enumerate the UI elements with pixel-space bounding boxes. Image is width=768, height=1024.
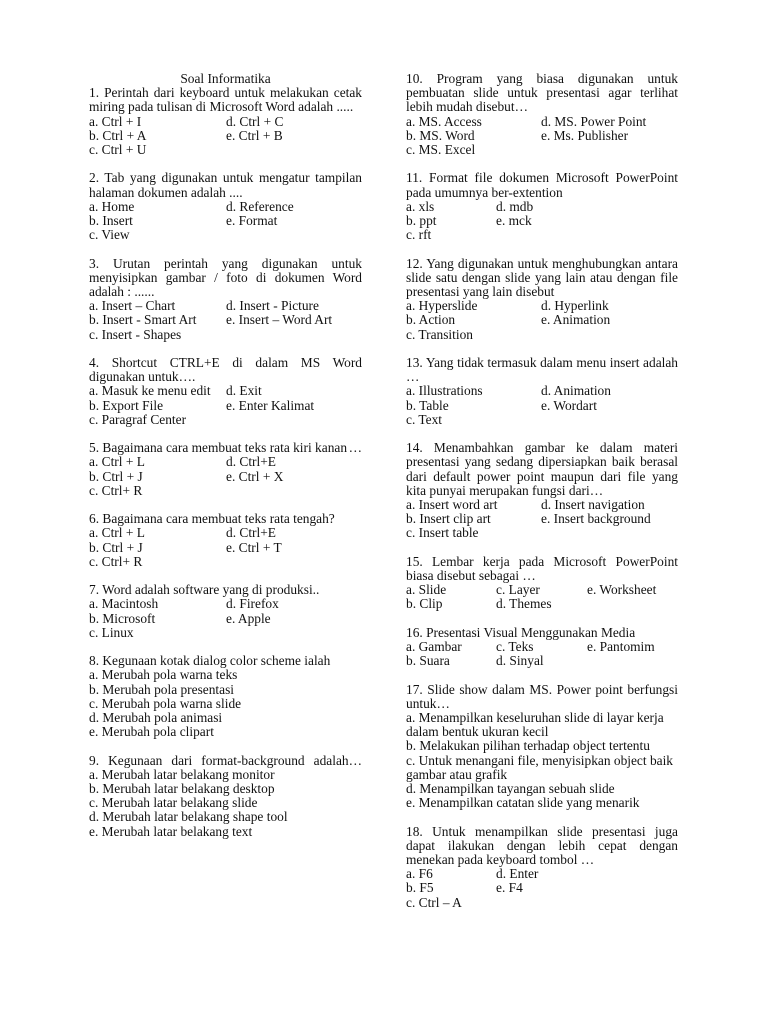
answer-option: b. Export File [89, 397, 164, 413]
answer-option: a. F6 [406, 866, 433, 882]
answer-option: a. Insert word art [406, 497, 498, 513]
answer-option: e. Ctrl + T [226, 539, 282, 555]
answer-option: c. Teks [496, 639, 534, 655]
question-text: 2. Tab yang digunakan untuk mengatur tampilan halaman dokumen adalah .... [89, 170, 362, 200]
question-text: 5. Bagaimana cara membuat teks rata kiri kanan [89, 440, 348, 456]
question-stem [89, 86, 362, 114]
question-17 [406, 683, 678, 811]
answer-option: e. Ms. Publisher [541, 127, 629, 143]
answer-option: b. ppt [406, 213, 437, 229]
answer-option: b. F5 [406, 880, 434, 896]
answer-option: b. Suara [406, 653, 450, 669]
question-stem [406, 555, 678, 583]
question-text: 1. Perintah dari keyboard untuk melakukan cetak miring pada tulisan di Microsoft Word adalah ..... [89, 85, 362, 115]
answer-option: e. Wordart [541, 397, 597, 413]
answer-option: a. Gambar [406, 639, 462, 655]
answer-option: e. Merubah latar belakang text [89, 823, 253, 839]
answer-option: c. rft [406, 227, 432, 243]
question-text: 9. Kegunaan dari format-background adalah… [89, 752, 362, 768]
question-12 [406, 257, 678, 342]
answer-option: e. Enter Kalimat [226, 397, 315, 413]
answer-option: b. Action [406, 312, 456, 328]
answer-option: d. Themes [496, 596, 552, 612]
answer-option: d. Exit [226, 383, 262, 399]
question-stem [406, 257, 678, 300]
answer-option: e. Worksheet [587, 582, 657, 598]
answer-option: d. Reference [226, 198, 294, 214]
answer-option: d. Firefox [226, 596, 279, 612]
question-stem [89, 441, 362, 455]
question-5 [89, 441, 362, 498]
question-15 [406, 555, 678, 612]
answer-option: e. Insert – Word Art [226, 312, 333, 328]
answer-options [89, 768, 362, 839]
question-text: 7. Word adalah software yang di produksi.. [89, 582, 320, 598]
answer-option: c. Linux [89, 624, 134, 640]
answer-option: e. Apple [226, 610, 271, 626]
answer-option: c. Text [406, 411, 442, 427]
answer-option: a. Ctrl + L [89, 454, 145, 470]
question-2 [89, 171, 362, 242]
answer-option: b. Insert clip art [406, 511, 491, 527]
answer-option: d. mdb [496, 198, 534, 214]
answer-option: c. Transition [406, 326, 473, 342]
answer-option: a. Ctrl + I [89, 113, 142, 129]
answer-options [406, 640, 678, 668]
question-14 [406, 441, 678, 540]
left-column [89, 72, 362, 853]
answer-option: a. Merubah latar belakang monitor [89, 766, 275, 782]
answer-option: e. Ctrl + X [226, 468, 284, 484]
answer-option: d. Ctrl + C [226, 113, 284, 129]
question-list-right [406, 72, 678, 910]
answer-option: e. Format [226, 213, 278, 229]
answer-option: a. Insert – Chart [89, 298, 176, 314]
question-3 [89, 257, 362, 342]
answer-options [406, 711, 678, 810]
page-title: Soal Informatika [180, 71, 271, 86]
answer-option: b. Ctrl + J [89, 468, 143, 484]
answer-options [406, 867, 678, 910]
question-stem [406, 356, 678, 384]
answer-option: d. Ctrl+E [226, 454, 276, 470]
question-10 [406, 72, 678, 157]
answer-options [89, 299, 362, 342]
answer-option: c. Ctrl – A [406, 894, 462, 910]
answer-option: b. Melakukan pilihan terhadap object tertentu [406, 738, 650, 754]
answer-option: c. Merubah pola warna slide [89, 695, 242, 711]
answer-option: a. Macintosh [89, 596, 159, 612]
answer-options [406, 384, 678, 427]
answer-option [587, 654, 678, 668]
answer-option: a. Illustrations [406, 383, 483, 399]
answer-option: c. Insert table [406, 525, 479, 541]
answer-option [587, 597, 678, 611]
question-11 [406, 171, 678, 242]
question-text: 4. Shortcut CTRL+E di dalam MS Word digunakan untuk…. [89, 355, 362, 385]
question-text: 11. Format file dokumen Microsoft PowerPoint pada umumnya ber-extention [406, 170, 678, 200]
answer-option: e. Pantomim [587, 639, 655, 655]
answer-option: a. Slide [406, 582, 447, 598]
answer-option: b. Table [406, 397, 449, 413]
answer-option: b. Microsoft [89, 610, 156, 626]
answer-options [406, 498, 678, 541]
answer-options [89, 384, 362, 427]
question-stem [89, 356, 362, 384]
question-dots: … [348, 440, 362, 456]
answer-options [89, 597, 362, 640]
question-text: 16. Presentasi Visual Menggunakan Media [406, 624, 636, 640]
question-stem [406, 72, 678, 115]
question-text: 15. Lembar kerja pada Microsoft PowerPoint biasa disebut sebagai … [406, 553, 678, 584]
question-8 [89, 654, 362, 739]
question-text: 8. Kegunaan kotak dialog color scheme ialah [89, 653, 331, 669]
answer-option: a. Menampilkan keseluruhan slide di layar kerja dalam bentuk ukuran kecil [406, 710, 664, 740]
question-text: 10. Program yang biasa digunakan untuk pembuatan slide untuk presentasi agar terlihat lebih mudah disebut… [406, 71, 678, 115]
question-text: 18. Untuk menampilkan slide presentasi juga dapat ilakukan dengan lebih cepat dengan menekan pada keyboard tombol … [406, 823, 678, 868]
answer-option: d. Merubah pola animasi [89, 710, 223, 726]
answer-option: c. Ctrl+ R [89, 553, 143, 569]
answer-options [406, 115, 678, 158]
answer-option: c. Insert - Shapes [89, 326, 182, 342]
answer-option: c. Paragraf Center [89, 411, 187, 427]
answer-option: e. Ctrl + B [226, 127, 283, 143]
answer-option: d. Insert - Picture [226, 298, 319, 314]
answer-option: a. Masuk ke menu edit [89, 383, 211, 399]
answer-option: e. mck [496, 213, 532, 229]
answer-option: a. MS. Access [406, 113, 482, 129]
answer-options [406, 583, 678, 611]
answer-option: c. Layer [496, 582, 540, 598]
question-text: 17. Slide show dalam MS. Power point berfungsi untuk… [406, 681, 678, 711]
answer-option: d. Menampilkan tayangan sebuah slide [406, 781, 615, 797]
answer-option: e. Merubah pola clipart [89, 724, 214, 740]
question-list-left [89, 86, 362, 839]
answer-option: c. Ctrl + U [89, 142, 147, 158]
question-9 [89, 754, 362, 839]
answer-option: d. Enter [496, 866, 539, 882]
answer-option: b. Insert - Smart Art [89, 312, 197, 328]
answer-option: c. View [89, 227, 130, 243]
question-stem [406, 626, 678, 640]
question-stem [406, 171, 678, 199]
answer-options [89, 200, 362, 243]
answer-option: a. Hyperslide [406, 298, 478, 314]
answer-option: e. Animation [541, 312, 611, 328]
question-stem [89, 654, 362, 668]
answer-options [406, 200, 678, 243]
answer-options [89, 115, 362, 158]
answer-option: a. Home [89, 198, 135, 214]
question-stem [89, 171, 362, 199]
answer-options [89, 455, 362, 498]
answer-option: b. MS. Word [406, 127, 475, 143]
question-text: 3. Urutan perintah yang digunakan untuk menyisipkan gambar / foto di dokumen Word adalah : ...... [89, 255, 362, 300]
answer-option: d. MS. Power Point [541, 113, 647, 129]
right-column [406, 72, 678, 924]
answer-option: d. Ctrl+E [226, 525, 276, 541]
question-text: 6. Bagaimana cara membuat teks rata tengah? [89, 511, 335, 527]
question-stem [89, 257, 362, 300]
answer-options [89, 526, 362, 569]
answer-option: b. Ctrl + A [89, 127, 147, 143]
answer-option: d. Insert navigation [541, 497, 645, 513]
answer-options [406, 299, 678, 342]
answer-option: c. Merubah latar belakang slide [89, 795, 258, 811]
answer-option: b. Insert [89, 213, 133, 229]
answer-option: e. F4 [496, 880, 523, 896]
answer-option: d. Animation [541, 383, 611, 399]
question-text: 14. Menambahkan gambar ke dalam materi presentasi yang sedang dipersiapkan baik berasal dari default power point maupun dari file yang kita punyai merupakan fungsi dari… [406, 440, 678, 498]
answer-option: e. Insert background [541, 511, 651, 527]
question-4 [89, 356, 362, 427]
question-text: 13. Yang tidak termasuk dalam menu insert adalah … [406, 355, 678, 385]
question-text: 12. Yang digunakan untuk menghubungkan antara slide satu dengan slide yang lain atau dengan file presentasi yang lain disebut [406, 255, 678, 300]
answer-option: c. Ctrl+ R [89, 482, 143, 498]
question-stem [406, 825, 678, 868]
answer-option: d. Sinyal [496, 653, 544, 669]
answer-options [89, 668, 362, 739]
question-stem [406, 441, 678, 498]
question-18 [406, 825, 678, 910]
question-stem [89, 512, 362, 526]
question-stem [89, 583, 362, 597]
answer-option: c. MS. Excel [406, 142, 476, 158]
answer-option: a. xls [406, 198, 435, 214]
answer-option: b. Merubah pola presentasi [89, 681, 235, 697]
answer-option: b. Ctrl + J [89, 539, 143, 555]
answer-option: b. Merubah latar belakang desktop [89, 781, 275, 797]
question-16 [406, 626, 678, 669]
answer-option: d. Merubah latar belakang shape tool [89, 809, 288, 825]
question-stem [89, 754, 362, 768]
question-7 [89, 583, 362, 640]
answer-option: d. Hyperlink [541, 298, 609, 314]
question-13 [406, 356, 678, 427]
question-6 [89, 512, 362, 569]
answer-option: e. Menampilkan catatan slide yang menarik [406, 795, 640, 811]
question-1 [89, 86, 362, 157]
question-stem [406, 683, 678, 711]
answer-option: c. Untuk menangani file, menyisipkan object baik gambar atau grafik [406, 752, 673, 782]
answer-option: a. Merubah pola warna teks [89, 667, 238, 683]
answer-option: b. Clip [406, 596, 443, 612]
answer-option: a. Ctrl + L [89, 525, 145, 541]
